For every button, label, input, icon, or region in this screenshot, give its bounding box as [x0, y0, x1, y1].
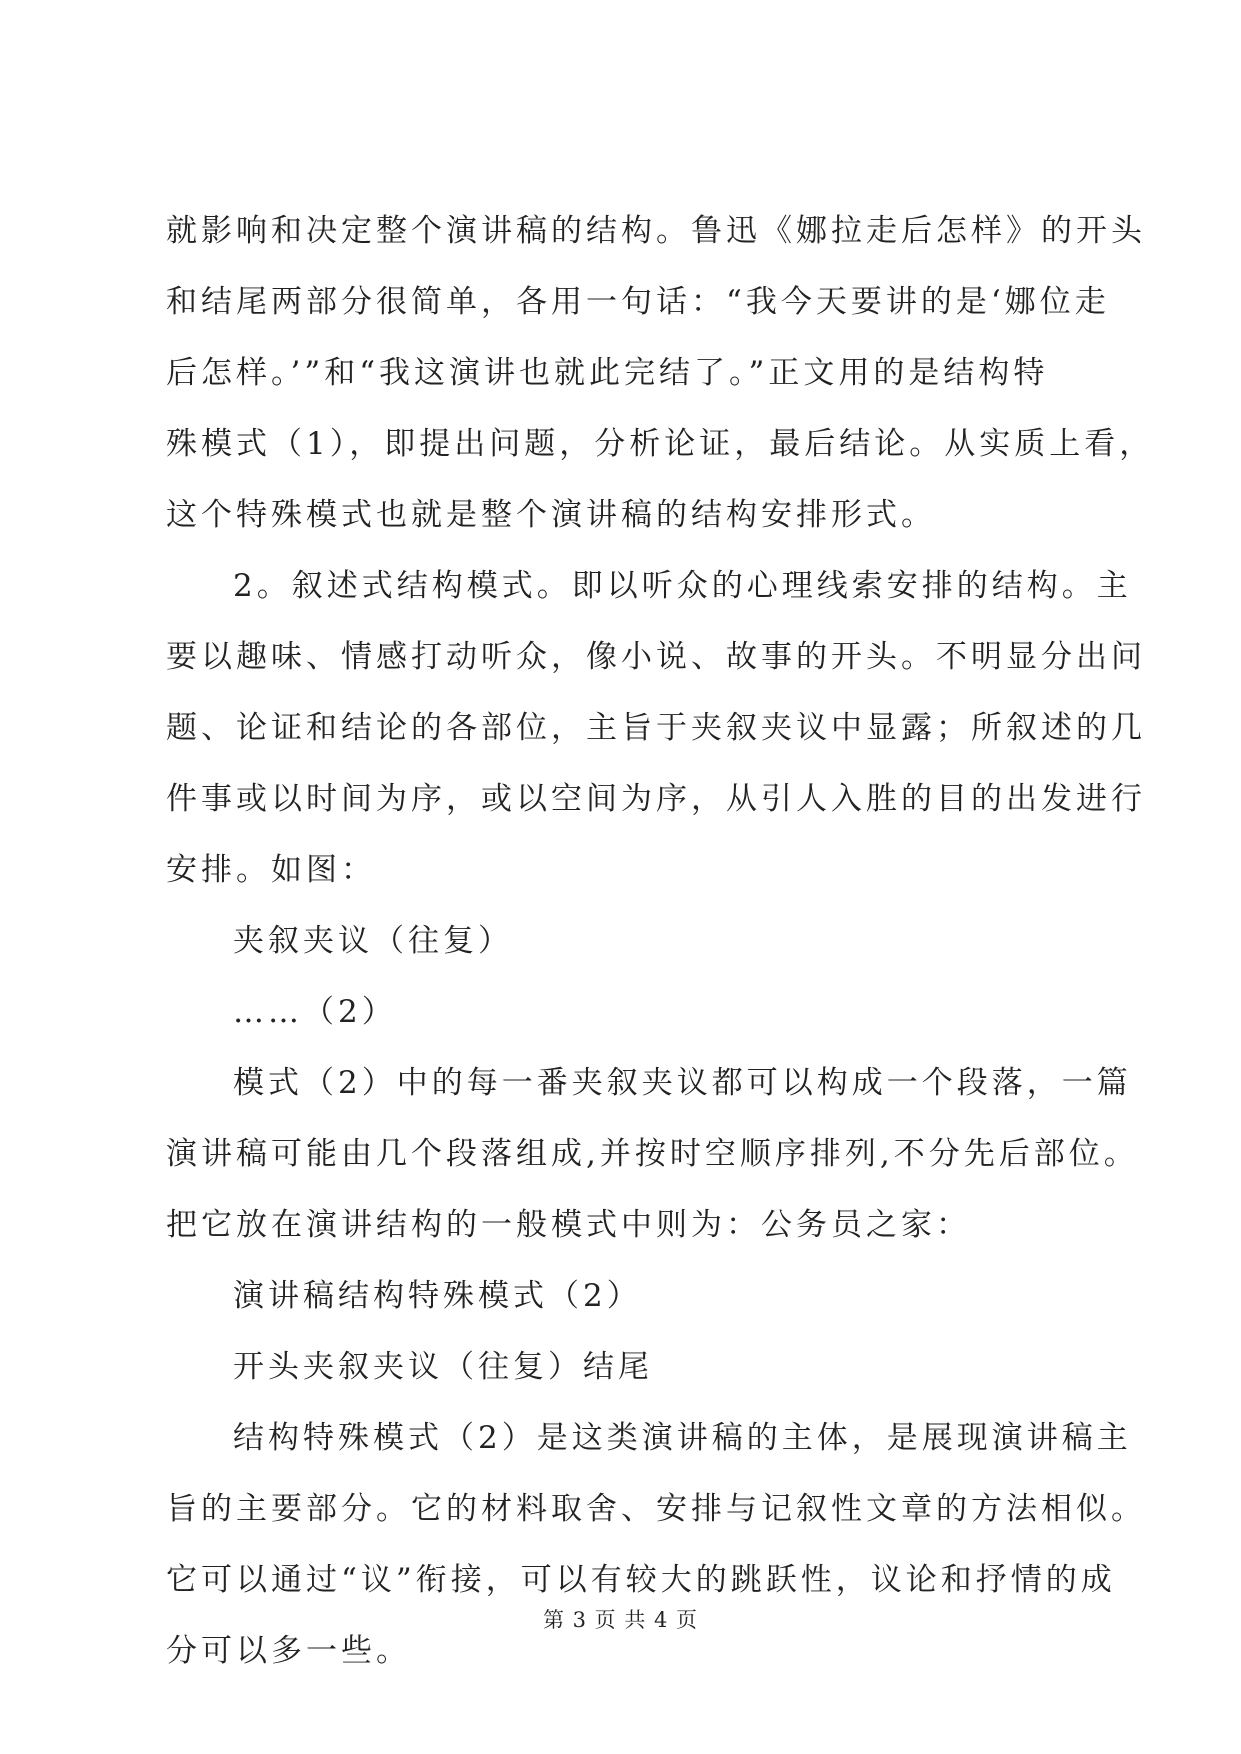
text-line: 安排。如图：: [166, 852, 376, 888]
text-line: 2。叙述式结构模式。即以听众的心理线索安排的结构。主: [233, 568, 1132, 604]
page-number-footer: 第 3 页 共 4 页: [542, 1608, 699, 1632]
text-line: 夹叙夹议（往复）: [233, 923, 513, 959]
text-line: 结构特殊模式（2）是这类演讲稿的主体，是展现演讲稿主: [233, 1420, 1132, 1456]
text-line: 模式（2）中的每一番夹叙夹议都可以构成一个段落，一篇: [233, 1065, 1132, 1101]
text-line: 把它放在演讲结构的一般模式中则为：公务员之家：: [166, 1207, 971, 1243]
text-line: 分可以多一些。: [166, 1633, 411, 1669]
text-line: 要以趣味、情感打动听众，像小说、故事的开头。不明显分出问: [166, 639, 1146, 675]
text-line: 旨的主要部分。它的材料取舍、安排与记叙性文章的方法相似。: [166, 1491, 1146, 1527]
text-line: 后怎样。’”和“我这演讲也就此完结了。”正文用的是结构特: [166, 355, 1049, 391]
text-line: 演讲稿可能由几个段落组成,并按时空顺序排列,不分先后部位。: [166, 1136, 1139, 1172]
text-line: 这个特殊模式也就是整个演讲稿的结构安排形式。: [166, 497, 936, 533]
text-line: 演讲稿结构特殊模式（2）: [233, 1278, 642, 1314]
text-line: 就影响和决定整个演讲稿的结构。鲁迅《娜拉走后怎样》的开头: [166, 213, 1146, 249]
text-line: 它可以通过“议”衔接，可以有较大的跳跃性，议论和抒情的成: [166, 1562, 1116, 1598]
text-line: 件事或以时间为序，或以空间为序，从引人入胜的目的出发进行: [166, 781, 1146, 817]
text-line: ……（2）: [233, 994, 397, 1030]
text-line: 题、论证和结论的各部位，主旨于夹叙夹议中显露；所叙述的几: [166, 710, 1146, 746]
text-line: 开头夹叙夹议（往复）结尾: [233, 1349, 653, 1385]
text-line: 和结尾两部分很简单，各用一句话：“我今天要讲的是‘娜位走: [166, 284, 1110, 320]
text-line: 殊模式（1），即提出问题，分析论证，最后结论。从实质上看，: [166, 426, 1155, 462]
document-body: [166, 196, 1155, 1687]
